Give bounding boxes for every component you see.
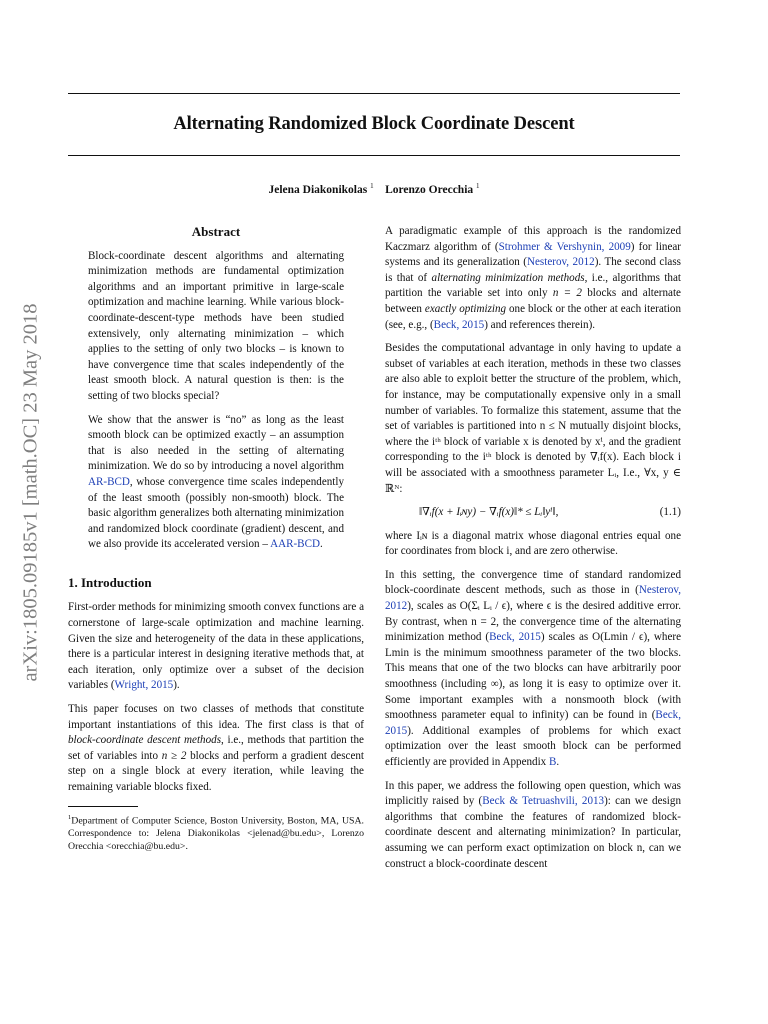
equation-number: (1.1) xyxy=(659,506,681,519)
beck-2015-citation-3[interactable]: Beck, 2015 xyxy=(385,709,681,737)
right-paragraph-3: where Iᵢɴ is a diagonal matrix whose diagonal entries equal one for coordinates from block i, and are zero otherwise. xyxy=(385,529,681,558)
equation-1-1 xyxy=(385,505,681,521)
aar-bcd-link[interactable]: AAR-BCD xyxy=(270,538,320,551)
nesterov-2012-citation-2[interactable]: Nesterov, 2012 xyxy=(385,584,681,613)
author-1-affiliation-mark: 1 xyxy=(370,182,374,190)
right-paragraph-2: Besides the computational advantage in only having to update a subset of variables at each iteration, methods in these two classes are also able to exploit better the structure of the problem, which, for instance, may be computationally expensive only in a small number of variables. To formalize this statement, assume that the set of variables is partitioned into n ≤ N mutually disjoint blocks, where the iᵗʰ block of variable x is denoted by xⁱ, and the gradient corresponding to the iᵗʰ block is denoted by ∇ᵢf(x). Each block i will be associated with a smoothness parameter Lᵢ, I.e., ∀x, y ∈ ℝᴺ: xyxy=(385,342,681,495)
left-column xyxy=(68,224,364,853)
exactly-optimizing-term: exactly optimizing xyxy=(424,302,507,315)
arxiv-stamp xyxy=(18,245,44,740)
equation-body: ‖∇ᵢf(x + Iᵢɴy) − ∇ᵢf(x)‖* ≤ Lᵢ‖yⁱ‖, xyxy=(419,506,559,519)
appendix-b-link[interactable]: B xyxy=(549,756,557,768)
block-coordinate-descent-term: block-coordinate descent methods xyxy=(68,734,222,747)
right-column xyxy=(385,224,681,880)
footnote-rule xyxy=(68,806,138,807)
author-line xyxy=(68,182,680,196)
wright-2015-citation[interactable]: Wright, 2015 xyxy=(114,679,174,692)
footnote: $^1$Department of Computer Science, Boston University, Boston, MA, USA. Correspondence to: Jelena Diakonikolas <jelenad@bu.edu>, Lorenzo Orecchia <orecchia@bu.edu>. xyxy=(68,813,364,852)
author-2-affiliation-mark: 1 xyxy=(476,182,480,190)
introduction-heading: 1. Introduction xyxy=(68,574,152,590)
abstract-body xyxy=(68,249,364,553)
right-paragraph-4: In this setting, the convergence time of standard randomized block-coordinate descent methods, such as those in (Nesterov, 2012), scales as O(Σᵢ Lᵢ / ϵ), where ϵ is the desired additive error. By contrast, when n = 2, the convergence time of the alternating minimization method (Beck, 2015) scales as O(Lmin / ϵ), where Lmin is the minimum smoothness parameter of the two blocks. This means that one of the two blocks can have arbitrarily poor smoothness (including ∞), as long it is easy to optimize over it. Some important examples with a nonsmooth block (with smoothness parameter equal to infinity) can be found in (Beck, 2015). Additional examples of problems for which exact optimization over the least smooth block can be performed efficiently are provided in Appendix B. xyxy=(385,568,681,768)
top-rule xyxy=(68,93,680,94)
alternating-minimization-term: alternating minimization methods xyxy=(431,271,585,284)
beck-2015-citation-2[interactable]: Beck, 2015 xyxy=(489,631,541,644)
paper-title: Alternating Randomized Block Coordinate Descent xyxy=(173,114,575,134)
arxiv-stamp-text: arXiv:1805.09185v1 [math.OC] 23 May 2018 xyxy=(19,303,42,682)
abstract-paragraph-2: We show that the answer is “no” as long as the least smooth block can be optimized exactly – an assumption that is also needed in the setting of alternating minimization. We do so by introducing a novel algorithm AR-BCD, whose convergence time scales independently of the least smooth (possibly non-smooth) block. The basic algorithm generalizes both alternating minimization and randomized block coordinate (gradient) descent, and we also provide its accelerated version – AAR-BCD. xyxy=(88,413,345,551)
nesterov-2012-citation[interactable]: Nesterov, 2012 xyxy=(526,256,595,269)
abstract-paragraph-1: Block-coordinate descent algorithms and alternating minimization methods are fundamental optimization algorithms and an important primitive in large-scale optimization and machine learning. While various block-coordinate-descent-type methods have been studied extensively, only alternating minimization – which applies to the setting of only two blocks – is known to have convergence time that scales independently of the least smooth block. A natural question is then: is the setting of two blocks special? xyxy=(88,249,344,402)
abstract-heading: Abstract xyxy=(191,224,241,239)
right-paragraph-1: A paradigmatic example of this approach is the randomized Kaczmarz algorithm of (Strohmer & Vershynin, 2009) for linear systems and its generalization (Nesterov, 2012). The second class is that of alternating minimization methods, i.e., algorithms that partition the variable set into only n = 2 blocks and alternate between exactly optimizing one block or the other at each iteration (see, e.g., (Beck, 2015) and references therein). xyxy=(385,225,682,331)
ar-bcd-link[interactable]: AR-BCD xyxy=(88,475,130,488)
beck-2015-citation[interactable]: Beck, 2015 xyxy=(433,318,485,331)
intro-paragraph-1: First-order methods for minimizing smooth convex functions are a cornerstone of large-scale optimization and machine learning. Given the size and heterogeneity of the data in these applications, there is a particular interest in designing iterative methods that, at each iteration, only optimize over a subset of the decision variables (Wright, 2015). xyxy=(68,601,364,692)
author-1: Jelena Diakonikolas xyxy=(268,183,368,196)
beck-tetruashvili-citation[interactable]: Beck & Tetruashvili, 2013 xyxy=(482,795,605,808)
right-paragraph-5: In this paper, we address the following open question, which was implicitly raised by (Beck & Tetruashvili, 2013): can we design algorithms that combine the features of randomized block-coordinate descent and alternating minimization? In particular, assuming we can perform exact optimization on block n, can we construct a block-coordinate descent xyxy=(385,779,681,870)
intro-paragraph-2: This paper focuses on two classes of methods that constitute important instantiations of this idea. The first class is that of block-coordinate descent methods, i.e., methods that partition the set of variables into n ≥ 2 blocks and perform a gradient descent step on a single block at every iteration, while leaving the remaining variable blocks fixed. xyxy=(68,703,364,793)
title-rule xyxy=(68,155,680,156)
strohmer-vershynin-citation[interactable]: Strohmer & Vershynin, 2009 xyxy=(498,240,631,253)
author-2: Lorenzo Orecchia xyxy=(385,183,474,196)
